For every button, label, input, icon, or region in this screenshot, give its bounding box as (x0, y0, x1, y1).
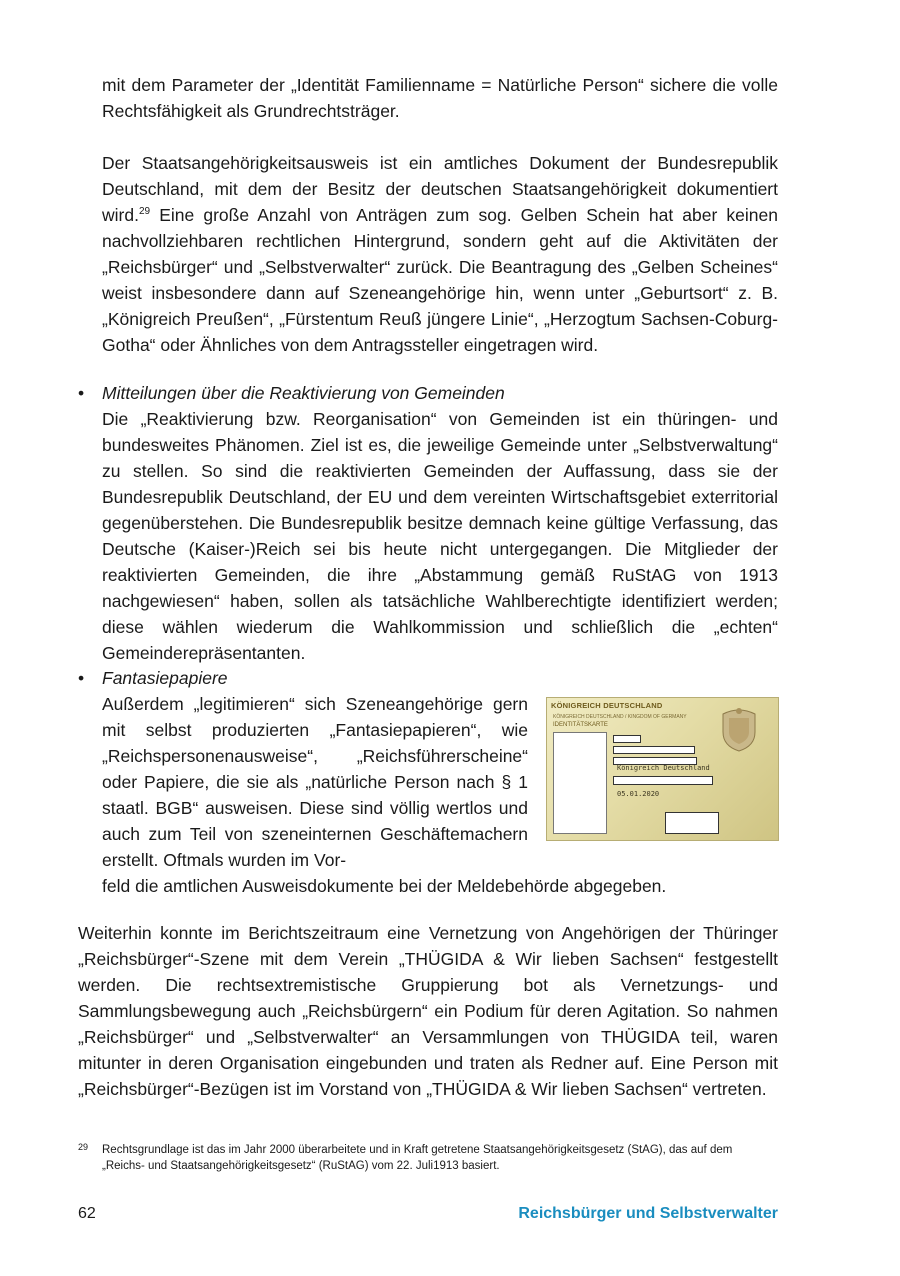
id-card-doc-label: IDENTITÄTSKARTE (553, 722, 608, 728)
footnote-number: 29 (78, 1142, 89, 1152)
bullet-marker: • (78, 383, 85, 403)
footer-section-title: Reichsbürger und Selbstverwalter (518, 1205, 778, 1222)
bullet-title-fantasy-papers: Fantasiepapiere (102, 668, 228, 688)
bullet-text-fantasy-papers: Außerdem „legitimieren“ sich Szeneangehörige gern mit selbst produzierten „Fantasiepapieren“, wie „Reichspersonenausweise“, „Reichsführerscheine“ oder Papiere, die sie als „natürliche Person nach § 1 staatl. BGB“ ausweisen. Diese sind völlig wertlos und auch zum Teil von szeneinternen Geschäftemachern erstellt. Oftmals wurden im Vor- (102, 694, 528, 870)
paragraph-legal-capacity: mit dem Parameter der „Identität Familienname = Natürliche Person“ sichere die volle Rechtsfähigkeit als Grundrechtsträger. (102, 75, 778, 121)
bullet-text-fantasy-papers-end: feld die amtlichen Ausweisdokumente bei der Meldebehörde abgegeben. (102, 876, 667, 896)
bullet-text-municipalities: Die „Reaktivierung bzw. Reorganisation“ von Gemeinden ist ein thüringen- und bundesweites Phänomen. Ziel ist es, die jeweilige Gemeinde unter „Selbstverwaltung“ zu stellen. So sind die reaktivierten Gemeinden der Auffassung, dass sie der Bundesrepublik Deutschland, der EU und dem vereinten Wirtschaftsgebiet exterritorial gegenüberstehen. Die Bundesrepublik besitze demnach keine gültige Verfassung, das Deutsche (Kaiser-)Reich sei bis heute nicht untergegangen. Die Mitglieder der reaktivierten Gemeinden, die ihre „Abstammung gemäß RuStAG von 1913 nachgewiesen“ haben, sollen als tatsächliche Wahlberechtigte identifiziert werden; diese wählen wiederum die Wahlkommission und schließlich die „echten“ Gemeinderepräsentanten. (102, 409, 778, 663)
bullet-marker: • (78, 668, 85, 688)
paragraph-citizenship-card-part2: Eine große Anzahl von Anträgen zum sog. Gelben Schein hat aber keinen nachvollziehbaren rechtlichen Hintergrund, sondern geht auf die Aktivitäten der „Reichsbürger“ und „Selbstverwalter“ zurück. Die Beantragung des „Gelben Scheines“ weist insbesondere dann auf Szeneangehörige hin, wenn unter „Geburtsort“ z. B. „Königreich Preußen“, „Fürstentum Reuß jüngere Linie“, „Herzogtum Sachsen-Coburg-Gotha“ oder Ähnliches von dem Antragssteller eingetragen wird. (102, 205, 778, 355)
id-card-header: KÖNIGREICH DEUTSCHLAND (551, 701, 663, 710)
footnote-reference: 29 (138, 206, 151, 218)
id-card-field-2 (613, 746, 695, 754)
paragraph-citizenship-card-part1: Der Staatsangehörigkeitsausweis ist ein amtliches Dokument der Bundesrepublik Deutschland, mit dem der Besitz der deutschen Staatsangehörigkeit dokumentiert wird. (102, 153, 778, 225)
coat-of-arms-icon (719, 706, 759, 752)
footnote-text: Rechtsgrundlage ist das im Jahr 2000 überarbeitete und in Kraft getretene Staatsangehörigkeitsgesetz (StAG), das auf dem „Reichs- und Staatsangehörigkeitsgesetz“ (RuStAG) vom 22. Juli1913 basiert. (102, 1144, 733, 1172)
page-number: 62 (78, 1205, 96, 1222)
paragraph-citizenship-card (102, 150, 778, 358)
id-card-field-1 (613, 735, 641, 743)
bullet-title-municipalities: Mitteilungen über die Reaktivierung von Gemeinden (102, 383, 505, 403)
id-card-signature-field (665, 812, 719, 834)
id-card-subheader: KÖNIGREICH DEUTSCHLAND / KINGDOM OF GERMANY (553, 714, 687, 720)
id-card-date-field: 05.01.2020 (617, 790, 660, 798)
id-card-country-field: Königreich Deutschland (617, 764, 710, 772)
id-card-field-4 (613, 776, 713, 785)
fantasy-id-card-image (546, 697, 779, 841)
id-card-photo-placeholder (553, 732, 607, 834)
paragraph-thuegida: Weiterhin konnte im Berichtszeitraum eine Vernetzung von Angehörigen der Thüringer „Reichsbürger“-Szene mit dem Verein „THÜGIDA & Wir lieben Sachsen“ festgestellt werden. Die rechtsextremistische Gruppierung bot als Vernetzungs- und Sammlungsbewegung auch „Reichsbürgern“ ein Podium für deren Agitation. So nahmen „Reichsbürger“ und „Selbstverwalter“ an Versammlungen von THÜGIDA teil, waren mitunter in deren Organisation eingebunden und traten als Redner auf. Eine Person mit „Reichsbürger“-Bezügen ist im Vorstand von „THÜGIDA & Wir lieben Sachsen“ vertreten. (78, 923, 778, 1099)
